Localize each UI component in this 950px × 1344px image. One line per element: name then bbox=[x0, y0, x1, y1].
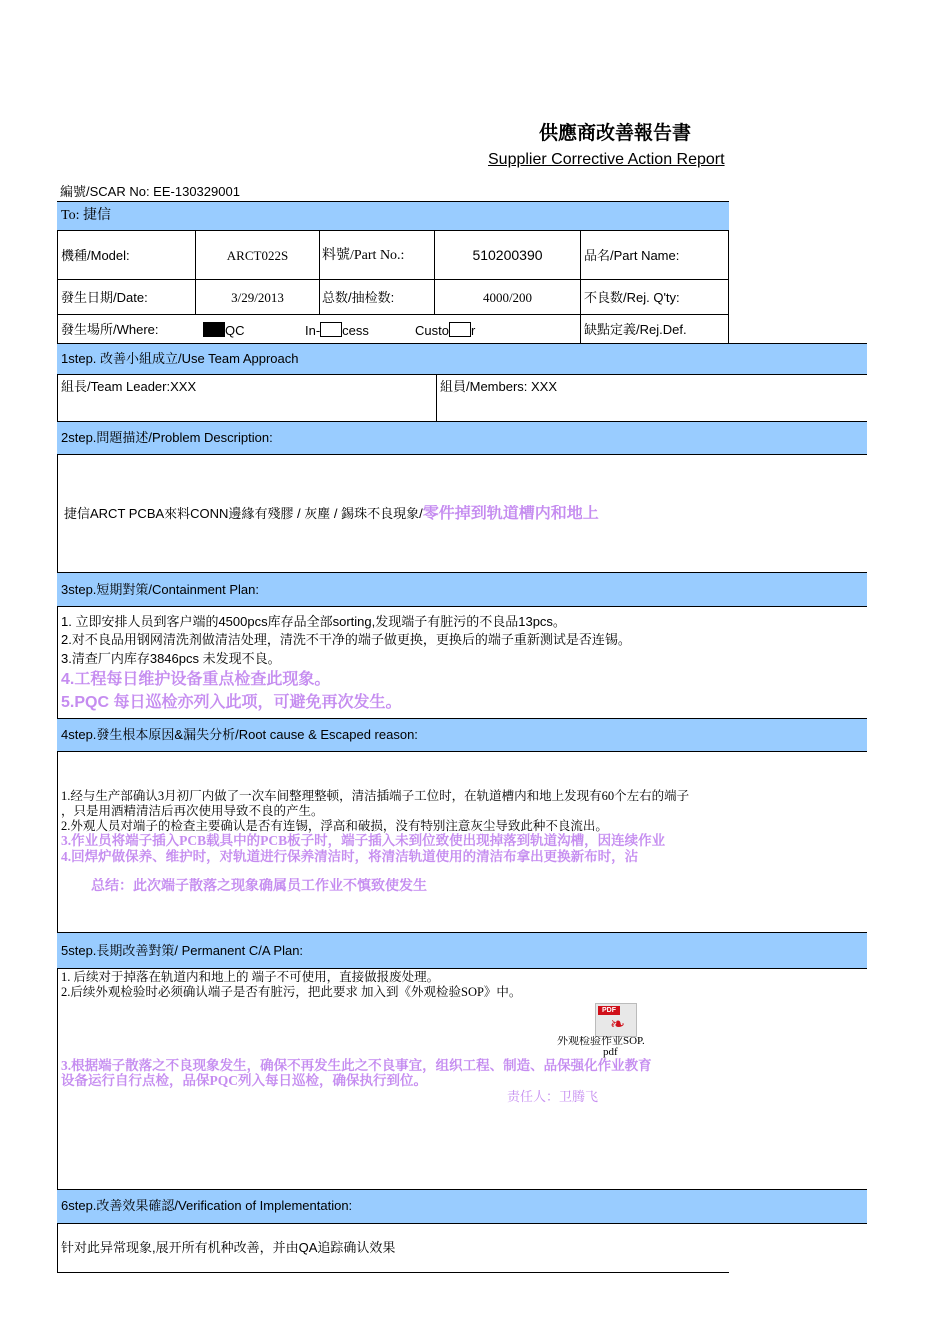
root-cause-summary: 总结：此次端子散落之现象确属员工作业不慎致使发生 bbox=[91, 879, 427, 894]
part-no-label: 料號/Part No.: bbox=[322, 248, 405, 263]
date-label: 發生日期/Date: bbox=[61, 290, 148, 305]
permanent-plan-3b: 设备运行自行点检，品保PQC列入每日巡检，确保执行到位。 bbox=[61, 1073, 427, 1088]
iqc-checkbox[interactable] bbox=[203, 322, 225, 337]
iqc-label: QC bbox=[225, 323, 245, 338]
step3-title: 3step.短期對策/Containment Plan: bbox=[61, 582, 259, 597]
where-iqc-option[interactable] bbox=[203, 322, 245, 339]
scar-number: 編號/SCAR No: EE-130329001 bbox=[60, 184, 240, 199]
permanent-plan-1: 1. 后续对于掉落在轨道内和地上的 端子不可使用，直接做报废处理。 bbox=[61, 970, 440, 984]
step6-title: 6step.改善效果確認/Verification of Implementation: bbox=[61, 1198, 353, 1213]
customer-label-b: r bbox=[470, 323, 476, 338]
model-value: ARCT022S bbox=[226, 248, 289, 263]
containment-item-2: 2.对不良品用钢网清洗剂做清洁处理，清洗不干净的端子做更换，更换后的端子重新测试是否连锡。 bbox=[61, 632, 631, 647]
pdf-attachment-icon[interactable] bbox=[595, 1003, 637, 1037]
root-cause-4: 4.回焊炉做保养、维护时，对轨道进行保养清洁时，将清洁轨道使用的清洁布拿出更换新布时，沾 bbox=[61, 849, 639, 864]
qty-label: 总数/抽检数: bbox=[322, 290, 395, 305]
responsible-person: 责任人：卫腾飞 bbox=[507, 1089, 599, 1104]
part-no-value: 510200390 bbox=[472, 247, 543, 263]
team-members: 組員/Members: XXX bbox=[440, 379, 558, 394]
rej-qty-label: 不良数/Rej. Q'ty: bbox=[584, 290, 680, 305]
rej-def-label: 缺點定義/Rej.Def. bbox=[584, 322, 687, 337]
date-value: 3/29/2013 bbox=[231, 290, 284, 305]
root-cause-1b: ，只是用酒精清洁后再次使用导致不良的产生。 bbox=[61, 804, 324, 818]
team-leader: 組長/Team Leader:XXX bbox=[61, 379, 197, 394]
pdf-tag: PDF bbox=[598, 1006, 620, 1015]
where-inprocess-option[interactable] bbox=[305, 322, 369, 339]
step5-title: 5step.長期改善對策/ Permanent C/A Plan: bbox=[61, 943, 304, 958]
report-title-cn: 供應商改善報告書 bbox=[538, 123, 691, 144]
root-cause-2: 2.外观人员对端子的检查主要确认是否有连锡，浮高和破损，没有特别注意灰尘导致此种不良流出。 bbox=[61, 819, 608, 833]
containment-item-1: 1. 立即安排人员到客户端的4500pcs库存品全部sorting,发现端子有脏污的不良品13pcs。 bbox=[61, 614, 566, 629]
attachment-name-b[interactable]: pdf bbox=[603, 1047, 618, 1058]
permanent-plan-2: 2.后续外观检验时必须确认端子是否有脏污，把此要求 加入到《外观检验SOP》中。 bbox=[61, 985, 522, 999]
inprocess-label-a: In- bbox=[305, 323, 321, 338]
report-title-en: Supplier Corrective Action Report bbox=[488, 151, 725, 168]
containment-item-3: 3.清查厂内库存3846pcs 未发现不良。 bbox=[61, 651, 281, 666]
verification-text: 针对此异常现象,展开所有机种改善，并由QA追踪确认效果 bbox=[61, 1240, 396, 1255]
acrobat-icon: ❧ bbox=[610, 1014, 626, 1034]
attachment-name-a[interactable]: 外观检验作业SOP. bbox=[557, 1036, 645, 1047]
permanent-plan-3: 3.根据端子散落之不良现象发生，确保不再发生此之不良事宜，组织工程、制造、品保强化作业教育 bbox=[61, 1058, 652, 1073]
root-cause-3: 3.作业员将端子插入PCB载具中的PCB板子时，端子插入未到位致使出现掉落到轨道沟槽，因连续作业 bbox=[61, 833, 666, 848]
to-field: To: 捷信 bbox=[61, 208, 111, 223]
part-name-label: 品名/Part Name: bbox=[584, 248, 680, 263]
step2-title: 2step.問題描述/Problem Description: bbox=[61, 430, 273, 445]
problem-highlight: 零件掉到轨道槽内和地上 bbox=[422, 505, 599, 522]
root-cause-1: 1.经与生产部确认3月初厂内做了一次车间整理整顿，清洁插端子工位时，在轨道槽内和地上发现有60个左右的端子 bbox=[61, 789, 690, 803]
problem-text: 捷信ARCT PCBA來料CONN邊緣有殘膠 / 灰塵 / 錫珠不良現象/ bbox=[64, 506, 423, 521]
customer-label-a: Custo bbox=[415, 323, 449, 338]
step4-title: 4step.發生根本原因&漏失分析/Root cause & Escaped reason: bbox=[61, 727, 418, 742]
model-label: 機種/Model: bbox=[61, 248, 130, 263]
qty-value: 4000/200 bbox=[482, 290, 533, 305]
problem-description bbox=[64, 505, 599, 523]
inprocess-label-b: cess bbox=[342, 323, 369, 338]
where-customer-option[interactable] bbox=[415, 322, 475, 339]
step1-title: 1step. 改善小組成立/Use Team Approach bbox=[61, 351, 299, 366]
containment-item-5: 5.PQC 每日巡检亦列入此项，可避免再次发生。 bbox=[61, 694, 402, 711]
where-label: 發生場所/Where: bbox=[61, 322, 159, 337]
inprocess-checkbox[interactable] bbox=[320, 322, 342, 337]
containment-item-4: 4.工程每日维护设备重点检查此现象。 bbox=[61, 671, 331, 688]
customer-checkbox[interactable] bbox=[449, 322, 471, 337]
